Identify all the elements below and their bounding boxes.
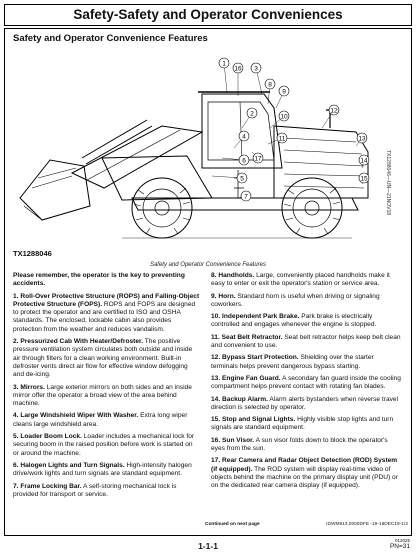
page-title: Safety-Safety and Operator Conveniences (4, 4, 412, 26)
feature-item-boom-lock: 5. Loader Boom Lock. Loader includes a mechanical lock for securing boom in the raised position before work is started on or around the machine. (13, 433, 195, 457)
callout-9 (276, 86, 289, 108)
svg-text:15: 15 (360, 175, 368, 183)
callout-7 (238, 191, 251, 201)
feature-item-rops: 1. Roll-Over Protective Structure (ROPS) and Falling-Object Protective Structure (FOPS). ROPS and FOPS are designed to protect the operator and are certified to ISO and OSHA standards. The enclosed, lockable cabin also provides protection from the weather and reduces vandalism. (13, 292, 200, 333)
intro-text: Please remember, the operator is the key to preventing accidents. (13, 272, 185, 288)
svg-text:7: 7 (244, 193, 248, 201)
callout-10 (270, 111, 289, 128)
page-number: 1-1-1 (198, 541, 218, 551)
page-code-pn: PN=31 (389, 543, 410, 550)
svg-text:3: 3 (254, 65, 258, 73)
feature-item-mirrors: 3. Mirrors. Large exterior mirrors on both sides and an inside mirror offer the operator a broad view of the area behind machine. (13, 383, 192, 408)
wheel-loader-drawing (12, 48, 384, 244)
svg-text:5: 5 (240, 175, 244, 183)
feature-item-frame-lock: 7. Frame Locking Bar. A self-storing mechanical lock is provided for transport or service. (13, 482, 177, 498)
svg-text:4: 4 (242, 133, 246, 141)
section-title: Safety and Operator Convenience Features (13, 33, 208, 44)
features-column-left (13, 272, 200, 503)
svg-text:8: 8 (268, 81, 272, 89)
feature-item-halogen-lights: 6. Halogen Lights and Turn Signals. High-intensity halogen drive/work lights and turn signals are standard equipment. (13, 461, 192, 478)
feature-item-sun-visor: 16. Sun Visor. A sun visor folds down to block the operator's eyes from the sun. (211, 436, 388, 453)
figure-id: TX1288046 (13, 249, 52, 258)
feature-item-stop-lights: 15. Stop and Signal Lights. Highly visible stop lights and turn signals are standard equipment. (211, 416, 394, 432)
continued-note: Continued on next page (205, 522, 260, 527)
svg-text:12: 12 (330, 107, 338, 115)
feature-item-rear-camera: 17. Rear Camera and Radar Object Detection (ROD) System (if equipped). The ROD system will display real-time video of objects behind the machine on the primary display unit (PDU) or on the dedicated rear camera display (if equipped). (211, 457, 398, 490)
features-column-right (211, 272, 401, 495)
feature-item-seat-belt: 11. Seat Belt Retractor. Seat belt retractor helps keep belt clean and convenient to use. (211, 333, 401, 350)
page-code (390, 538, 410, 551)
callout-5 (212, 173, 247, 183)
callout-3 (251, 63, 262, 94)
svg-text:16: 16 (234, 65, 242, 73)
feature-item-backup-alarm: 14. Backup Alarm. Alarm alerts bystanders when reverse travel direction is selected by operator. (211, 395, 399, 411)
reference-code: IDWM913,0000DFE -19-18DEC19-1/2 (326, 522, 408, 527)
svg-text:9: 9 (282, 88, 286, 96)
callout-16 (233, 63, 243, 96)
svg-text:13: 13 (358, 135, 366, 143)
figure-caption: Safety and Operator Convenience Features (149, 262, 267, 268)
svg-text:1: 1 (222, 60, 226, 68)
svg-text:6: 6 (242, 157, 246, 165)
figure-side-code: TX1288046—UN—21NOV18 (385, 150, 391, 216)
feature-item-fan-guard: 13. Engine Fan Guard. A secondary fan guard inside the cooling compartment helps prevent contact with rotating fan blades. (211, 374, 401, 391)
svg-text:17: 17 (254, 155, 262, 163)
svg-text:2: 2 (250, 110, 254, 118)
page-code-top: 012025 (394, 538, 410, 543)
feature-item-wiper: 4. Large Windshield Wiper With Washer. Extra long wiper cleans large windshield area. (13, 412, 188, 428)
callout-13 (356, 133, 367, 146)
callout-17 (252, 152, 263, 163)
svg-text:11: 11 (278, 135, 286, 143)
svg-text:14: 14 (360, 157, 368, 165)
feature-item-handholds: 8. Handholds. Large, conveniently placed handholds make it easy to enter or exit the operator's station or service area. (211, 272, 390, 288)
callout-1 (219, 58, 229, 92)
svg-text:10: 10 (280, 113, 288, 121)
feature-item-bypass-start: 12. Bypass Start Protection. Shielding over the starter terminals helps prevent dangerous bypass starting. (211, 354, 374, 370)
feature-item-pressurized-cab: 2. Pressurized Cab With Heater/Defroster. The positive pressure ventilation system circulates both outside and inside air through filters for a clean working environment. Built-in defroster vents direct air flow for effective window defogging and de-icing. (13, 338, 193, 379)
loader-illustration (12, 48, 384, 244)
feature-item-horn: 9. Horn. Standard horn is useful when driving or signaling coworkers. (211, 292, 380, 308)
callout-2 (242, 108, 257, 128)
feature-item-park-brake: 10. Independent Park Brake. Park brake is electrically controlled and engages whenever the engine is stopped. (211, 313, 377, 329)
